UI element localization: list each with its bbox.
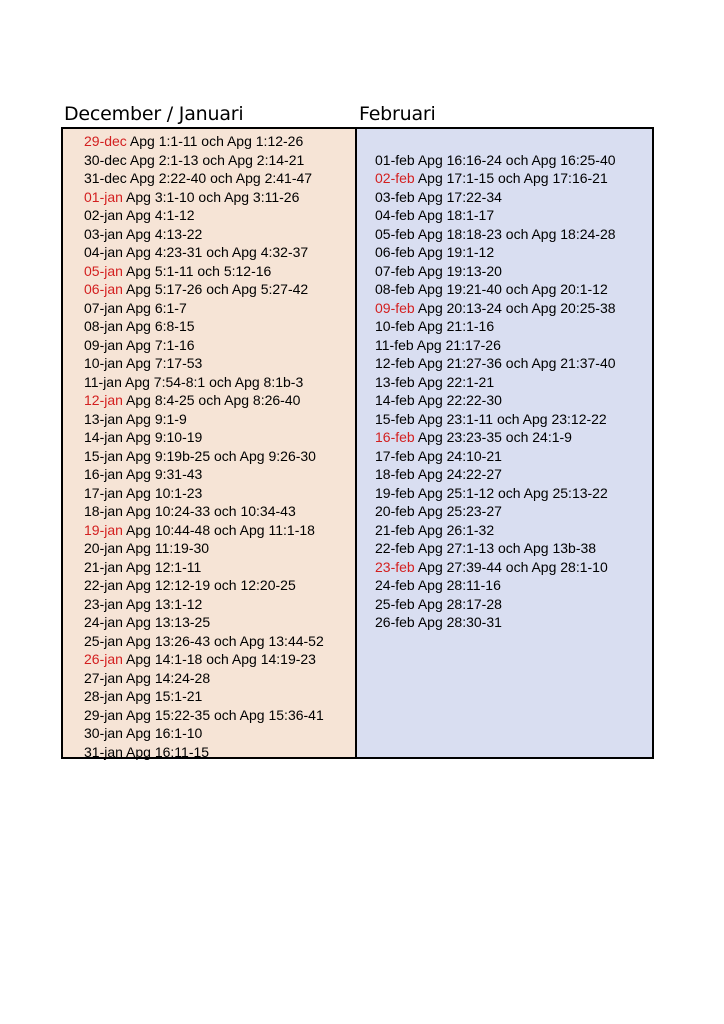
reading-row [357, 280, 652, 299]
reading-passage: Apg 18:18-23 och Apg 18:24-28 [414, 225, 616, 242]
reading-date: 01-jan [84, 188, 123, 205]
reading-date: 19-feb [375, 484, 415, 501]
reading-passage: Apg 13:1-12 [122, 595, 203, 612]
reading-row [63, 632, 355, 651]
reading-passage: Apg 9:1-9 [122, 410, 187, 427]
reading-date: 21-feb [375, 521, 415, 538]
reading-passage: Apg 14:1-18 och Apg 14:19-23 [122, 651, 316, 667]
reading-date: 13-jan [84, 410, 123, 427]
reading-passage: Apg 27:39-44 och Apg 28:1-10 [414, 558, 608, 575]
reading-row [63, 428, 355, 447]
reading-date: 22-feb [375, 540, 415, 556]
reading-passage: Apg 23:1-11 och Apg 23:12-22 [414, 410, 607, 427]
reading-passage: Apg 22:22-30 [414, 392, 502, 408]
reading-row [357, 262, 652, 281]
reading-date: 15-feb [375, 410, 415, 427]
reading-date: 24-jan [84, 614, 123, 630]
reading-passage: Apg 2:22-40 och Apg 2:41-47 [126, 170, 313, 186]
reading-passage: Apg 23:23-35 och 24:1-9 [414, 429, 572, 445]
reading-row [63, 724, 355, 743]
reading-passage: Apg 25:23-27 [414, 503, 502, 519]
reading-date: 18-jan [84, 503, 123, 519]
reading-date: 12-feb [375, 355, 415, 371]
reading-row [357, 502, 652, 521]
reading-date: 30-jan [84, 725, 123, 741]
reading-date: 10-feb [375, 318, 415, 334]
reading-passage: Apg 21:27-36 och Apg 21:37-40 [414, 355, 616, 371]
reading-date: 11-feb [375, 336, 414, 353]
reading-passage: Apg 16:11-15 [122, 743, 210, 760]
reading-date: 10-jan [84, 355, 123, 371]
reading-date: 21-jan [84, 558, 123, 575]
reading-passage: Apg 10:44-48 och Apg 11:1-18 [122, 521, 315, 538]
reading-row [63, 650, 355, 669]
reading-date: 05-feb [375, 225, 415, 242]
reading-date: 16-jan [84, 466, 123, 482]
reading-date: 08-feb [375, 281, 415, 297]
reading-passage: Apg 11:19-30 [122, 540, 210, 556]
reading-date: 09-jan [84, 336, 123, 353]
reading-passage: Apg 25:1-12 och Apg 25:13-22 [414, 484, 608, 501]
heading-februari: Februari [359, 103, 436, 125]
reading-row [63, 669, 355, 688]
reading-row [63, 151, 355, 170]
reading-row [357, 465, 652, 484]
reading-date: 31-dec [84, 170, 127, 186]
reading-date: 25-jan [84, 632, 123, 649]
reading-date: 23-jan [84, 595, 123, 612]
heading-december-januari: December / Januari [64, 103, 244, 125]
reading-date: 30-dec [84, 151, 127, 168]
reading-date: 04-feb [375, 207, 415, 223]
reading-passage: Apg 9:19b-25 och Apg 9:26-30 [122, 447, 316, 464]
reading-row [63, 373, 355, 392]
reading-date: 17-feb [375, 447, 415, 464]
reading-row [63, 243, 355, 262]
reading-row [357, 317, 652, 336]
reading-row [357, 595, 652, 614]
reading-date: 04-jan [84, 244, 123, 260]
reading-plan-table [61, 127, 654, 759]
reading-row [357, 576, 652, 595]
reading-passage: Apg 10:1-23 [122, 484, 203, 501]
reading-date: 03-feb [375, 188, 415, 205]
reading-passage: Apg 20:13-24 och Apg 20:25-38 [414, 299, 616, 316]
reading-date: 16-feb [375, 429, 415, 445]
reading-date: 18-feb [375, 466, 415, 482]
reading-date: 02-jan [84, 207, 123, 223]
reading-row [357, 391, 652, 410]
reading-row [357, 299, 652, 318]
reading-passage: Apg 28:30-31 [414, 614, 502, 630]
reading-date: 29-dec [84, 133, 127, 149]
reading-row [63, 539, 355, 558]
reading-passage: Apg 7:17-53 [122, 355, 203, 371]
reading-passage: Apg 8:4-25 och Apg 8:26-40 [122, 392, 301, 408]
reading-date: 14-feb [375, 392, 415, 408]
reading-date: 02-feb [375, 170, 415, 186]
reading-date: 12-jan [84, 392, 123, 408]
reading-row [357, 188, 652, 207]
reading-date: 19-jan [84, 521, 123, 538]
reading-row [357, 410, 652, 429]
reading-date: 09-feb [375, 299, 415, 316]
reading-row [63, 613, 355, 632]
reading-passage: Apg 19:1-12 [414, 244, 495, 260]
reading-passage: Apg 17:1-15 och Apg 17:16-21 [414, 170, 608, 186]
reading-passage: Apg 4:23-31 och Apg 4:32-37 [122, 244, 309, 260]
reading-row [357, 428, 652, 447]
reading-date: 29-jan [84, 706, 123, 723]
reading-date: 31-jan [84, 743, 123, 760]
reading-row [63, 502, 355, 521]
reading-row [63, 354, 355, 373]
reading-passage: Apg 24:22-27 [414, 466, 502, 482]
reading-passage: Apg 21:1-16 [414, 318, 495, 334]
reading-row [63, 280, 355, 299]
reading-date: 06-feb [375, 244, 415, 260]
reading-row [357, 169, 652, 188]
reading-passage: Apg 17:22-34 [414, 188, 502, 205]
reading-row [357, 336, 652, 355]
reading-row [63, 262, 355, 281]
reading-date: 20-feb [375, 503, 415, 519]
reading-date: 26-jan [84, 651, 123, 667]
reading-row [63, 317, 355, 336]
reading-date: 22-jan [84, 577, 123, 593]
reading-passage: Apg 18:1-17 [414, 207, 495, 223]
reading-date: 23-feb [375, 558, 415, 575]
reading-passage: Apg 16:1-10 [122, 725, 203, 741]
reading-passage: Apg 5:1-11 och 5:12-16 [122, 262, 272, 279]
reading-passage: Apg 12:1-11 [122, 558, 202, 575]
reading-row [357, 558, 652, 577]
reading-date: 14-jan [84, 429, 123, 445]
reading-row [63, 576, 355, 595]
reading-passage: Apg 9:31-43 [122, 466, 203, 482]
reading-date: 07-feb [375, 262, 415, 279]
reading-row [357, 151, 652, 170]
reading-date: 25-feb [375, 595, 415, 612]
reading-passage: Apg 7:1-16 [122, 336, 195, 353]
reading-date: 03-jan [84, 225, 123, 242]
reading-date: 11-jan [84, 373, 122, 390]
reading-passage: Apg 13:13-25 [122, 614, 211, 630]
reading-row [357, 484, 652, 503]
reading-passage: Apg 2:1-13 och Apg 2:14-21 [126, 151, 305, 168]
reading-row [63, 188, 355, 207]
reading-date: 15-jan [84, 447, 123, 464]
reading-row [357, 447, 652, 466]
reading-date: 28-jan [84, 688, 123, 704]
reading-date: 24-feb [375, 577, 415, 593]
reading-date: 05-jan [84, 262, 123, 279]
reading-passage: Apg 16:16-24 och Apg 16:25-40 [414, 151, 616, 168]
reading-passage: Apg 19:13-20 [414, 262, 502, 279]
reading-row [63, 706, 355, 725]
reading-passage: Apg 15:22-35 och Apg 15:36-41 [122, 706, 324, 723]
reading-passage: Apg 10:24-33 och 10:34-43 [122, 503, 296, 519]
reading-date: 08-jan [84, 318, 123, 334]
reading-row [357, 521, 652, 540]
reading-row [357, 373, 652, 392]
reading-date: 01-feb [375, 151, 415, 168]
reading-passage: Apg 3:1-10 och Apg 3:11-26 [122, 188, 300, 205]
reading-row [357, 225, 652, 244]
reading-passage: Apg 22:1-21 [414, 373, 495, 390]
reading-passage: Apg 24:10-21 [414, 447, 502, 464]
reading-date: 13-feb [375, 373, 415, 390]
reading-passage: Apg 9:10-19 [122, 429, 203, 445]
reading-row [63, 169, 355, 188]
reading-passage: Apg 6:8-15 [122, 318, 195, 334]
reading-row [357, 243, 652, 262]
reading-row [63, 410, 355, 429]
reading-row [63, 225, 355, 244]
reading-row [63, 447, 355, 466]
reading-row [63, 595, 355, 614]
reading-passage: Apg 7:54-8:1 och Apg 8:1b-3 [121, 373, 304, 390]
reading-row [63, 299, 355, 318]
reading-row [63, 391, 355, 410]
column-februari [357, 129, 652, 757]
reading-row [63, 521, 355, 540]
reading-date: 17-jan [84, 484, 123, 501]
reading-passage: Apg 4:13-22 [122, 225, 203, 242]
reading-passage: Apg 21:17-26 [413, 336, 501, 353]
reading-passage: Apg 28:17-28 [414, 595, 502, 612]
reading-passage: Apg 6:1-7 [122, 299, 187, 316]
reading-row [63, 687, 355, 706]
reading-passage: Apg 12:12-19 och 12:20-25 [122, 577, 296, 593]
reading-row [63, 484, 355, 503]
reading-row [357, 206, 652, 225]
reading-passage: Apg 13:26-43 och Apg 13:44-52 [122, 632, 324, 649]
reading-passage: Apg 1:1-11 och Apg 1:12-26 [126, 133, 304, 149]
reading-passage: Apg 14:24-28 [122, 669, 211, 686]
column-december-januari [63, 129, 357, 760]
reading-passage: Apg 28:11-16 [414, 577, 501, 593]
reading-row [63, 465, 355, 484]
reading-passage: Apg 5:17-26 och Apg 5:27-42 [122, 281, 309, 297]
reading-row [357, 354, 652, 373]
reading-date: 06-jan [84, 281, 123, 297]
reading-row [63, 743, 355, 762]
reading-date: 07-jan [84, 299, 123, 316]
reading-passage: Apg 4:1-12 [122, 207, 195, 223]
reading-row [63, 558, 355, 577]
reading-date: 20-jan [84, 540, 123, 556]
reading-date: 27-jan [84, 669, 123, 686]
reading-row [63, 336, 355, 355]
reading-passage: Apg 27:1-13 och Apg 13b-38 [414, 540, 597, 556]
reading-row [63, 206, 355, 225]
reading-row [63, 132, 355, 151]
reading-passage: Apg 26:1-32 [414, 521, 495, 538]
reading-date: 26-feb [375, 614, 415, 630]
reading-passage: Apg 19:21-40 och Apg 20:1-12 [414, 281, 608, 297]
reading-passage: Apg 15:1-21 [122, 688, 203, 704]
reading-row [357, 613, 652, 632]
reading-row [357, 539, 652, 558]
